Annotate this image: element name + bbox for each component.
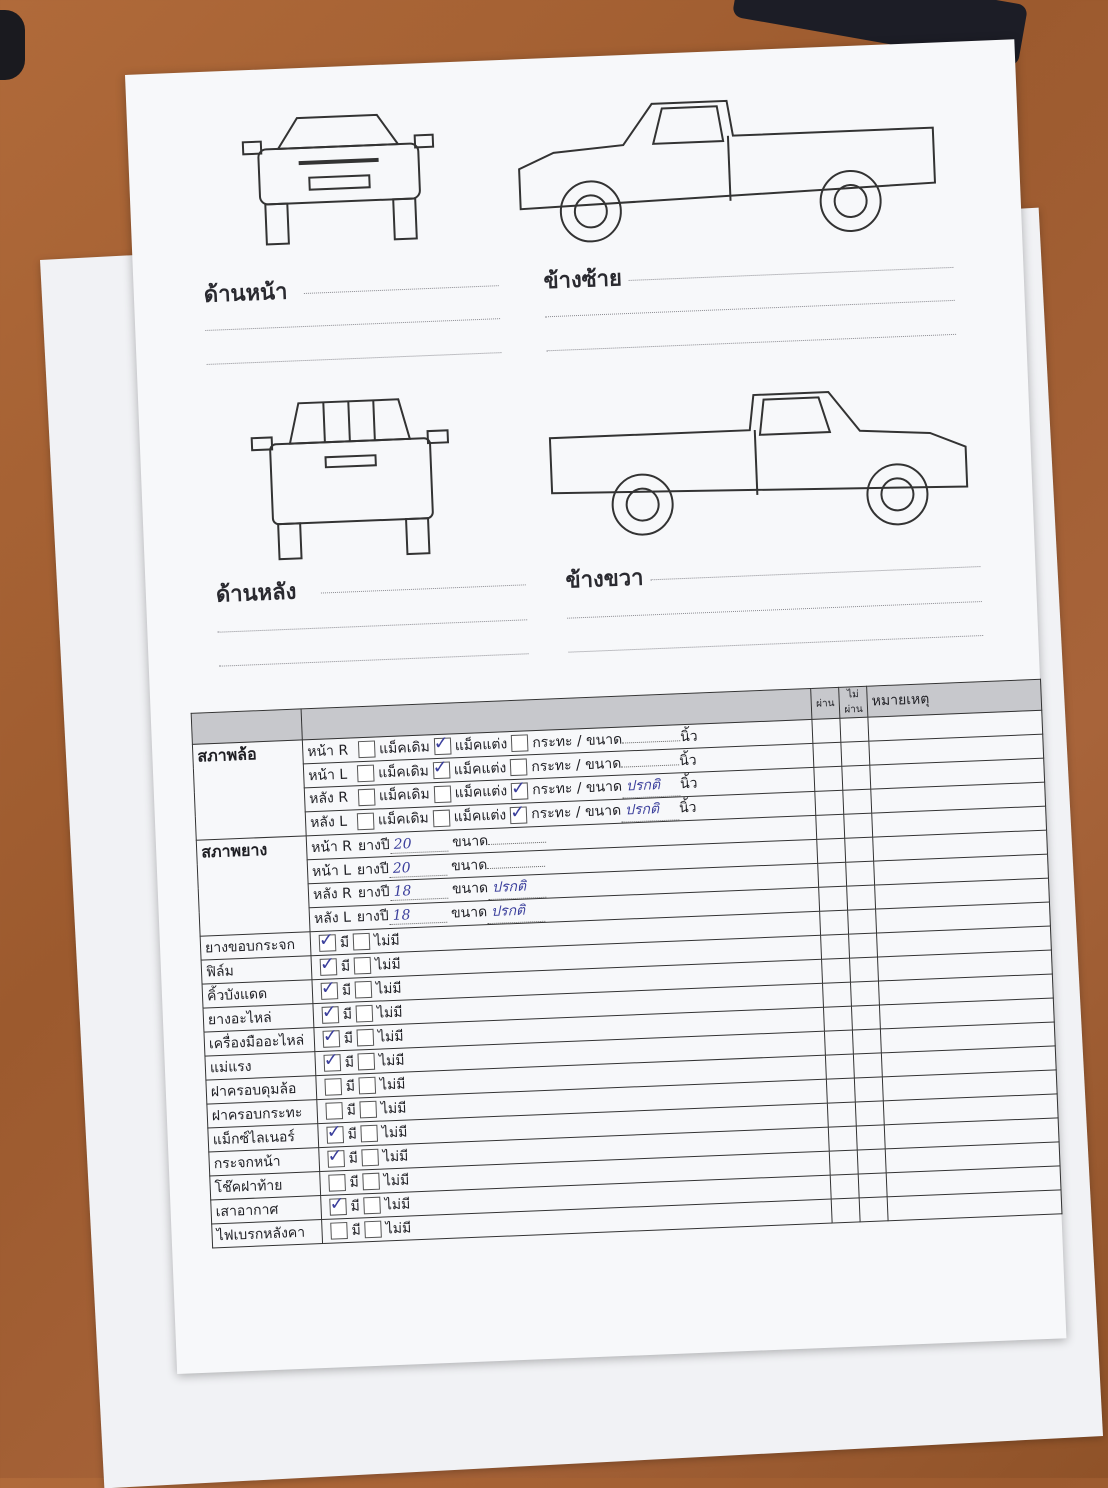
- steel-wheel-size-label: กระทะ / ขนาด: [531, 755, 622, 775]
- equipment-label: แม่แรง: [205, 1052, 316, 1080]
- fail-cell[interactable]: [856, 1125, 885, 1150]
- has-item-label: มี: [351, 1221, 362, 1239]
- equipment-label: ฟิล์ม: [201, 956, 312, 984]
- has-item-checkbox[interactable]: [322, 1006, 340, 1024]
- steel-wheel-checkbox[interactable]: [511, 782, 529, 800]
- tire-size-label: ขนาด: [451, 832, 489, 850]
- has-item-label: มี: [340, 958, 351, 975]
- wheel-size-value[interactable]: ปรกติ: [622, 773, 681, 798]
- original-mag-checkbox[interactable]: [357, 765, 375, 783]
- original-mag-label: แม็คเดิม: [377, 810, 430, 829]
- right-note-line[interactable]: [651, 566, 981, 580]
- original-mag-checkbox[interactable]: [357, 812, 375, 830]
- has-item-label: มี: [350, 1197, 361, 1215]
- fail-cell[interactable]: [846, 861, 875, 886]
- header-pass: ผ่าน: [811, 687, 840, 719]
- custom-mag-label: แม็คแต่ง: [454, 735, 508, 754]
- right-note-line[interactable]: [567, 601, 982, 619]
- has-item-checkbox[interactable]: [330, 1222, 348, 1240]
- custom-mag-checkbox[interactable]: [432, 762, 450, 780]
- custom-mag-checkbox[interactable]: [433, 737, 451, 755]
- pass-cell[interactable]: [828, 1126, 857, 1151]
- pass-cell[interactable]: [826, 1078, 855, 1103]
- fail-cell[interactable]: [850, 981, 879, 1006]
- has-item-label: มี: [341, 982, 352, 999]
- inspection-checklist-table: [191, 679, 1063, 1249]
- tire-size-label: ขนาด: [450, 856, 488, 875]
- no-item-label: ไม่มี: [376, 1004, 403, 1022]
- no-item-checkbox[interactable]: [357, 1029, 375, 1047]
- no-item-label: ไม่มี: [375, 980, 402, 998]
- no-item-label: ไม่มี: [378, 1052, 405, 1070]
- pass-cell[interactable]: [830, 1174, 859, 1199]
- has-item-label: มี: [344, 1054, 355, 1071]
- custom-mag-label: แม็คแต่ง: [453, 759, 507, 778]
- rear-view-label: ด้านหลัง: [215, 579, 297, 608]
- has-item-label: มี: [348, 1150, 359, 1167]
- pass-cell[interactable]: [820, 910, 849, 935]
- right-side-label: ข้างขวา: [565, 565, 645, 594]
- fail-cell[interactable]: [843, 789, 872, 814]
- equipment-section: [200, 902, 1062, 1248]
- no-item-checkbox[interactable]: [360, 1101, 378, 1119]
- pass-cell[interactable]: [827, 1102, 856, 1127]
- steel-wheel-size-label: กระทะ / ขนาด: [531, 731, 623, 751]
- pass-cell[interactable]: [823, 982, 852, 1007]
- header-fail: ไม่ผ่าน: [839, 686, 868, 718]
- tire-year-label: ยางปี: [357, 836, 391, 854]
- has-item-checkbox[interactable]: [327, 1150, 345, 1168]
- no-item-label: ไม่มี: [379, 1076, 406, 1094]
- pass-cell[interactable]: [817, 838, 846, 863]
- pass-cell[interactable]: [819, 886, 848, 911]
- has-item-label: มี: [342, 1006, 353, 1023]
- pass-cell[interactable]: [822, 958, 851, 983]
- no-item-checkbox[interactable]: [363, 1173, 381, 1191]
- equipment-label: กระจกหน้า: [209, 1148, 320, 1176]
- front-view-label: ด้านหน้า: [203, 279, 288, 309]
- no-item-label: ไม่มี: [380, 1100, 407, 1118]
- inch-unit-label: นิ้ว: [679, 775, 698, 793]
- wheel-size-value[interactable]: [621, 764, 679, 767]
- original-mag-label: แม็คเดิม: [377, 762, 430, 781]
- has-item-checkbox[interactable]: [323, 1030, 341, 1048]
- pass-cell[interactable]: [821, 934, 850, 959]
- has-item-checkbox[interactable]: [326, 1126, 344, 1144]
- equipment-label: เสาอากาศ: [211, 1196, 322, 1224]
- no-item-checkbox[interactable]: [358, 1053, 376, 1071]
- tire-year-value[interactable]: 20: [388, 858, 447, 877]
- has-item-checkbox[interactable]: [328, 1174, 346, 1192]
- has-item-label: มี: [343, 1030, 354, 1047]
- pass-cell[interactable]: [816, 814, 845, 839]
- has-item-label: มี: [349, 1174, 360, 1191]
- no-item-checkbox[interactable]: [364, 1221, 382, 1239]
- pass-cell[interactable]: [815, 790, 844, 815]
- tire-position-label: หน้า R: [310, 838, 353, 856]
- tire-section-title: สภาพยาง: [196, 836, 310, 936]
- fail-cell[interactable]: [849, 933, 878, 958]
- no-item-label: ไม่มี: [385, 1219, 412, 1237]
- fail-cell[interactable]: [858, 1173, 887, 1198]
- steel-wheel-checkbox[interactable]: [511, 734, 529, 752]
- tire-position-label: หน้า L: [311, 862, 352, 880]
- has-item-checkbox[interactable]: [324, 1078, 342, 1096]
- has-item-label: มี: [339, 934, 350, 951]
- has-item-checkbox[interactable]: [319, 934, 337, 952]
- rear-note-line[interactable]: [219, 653, 529, 666]
- pass-cell[interactable]: [825, 1054, 854, 1079]
- fail-cell[interactable]: [845, 837, 874, 862]
- steel-wheel-size-label: กระทะ / ขนาด: [531, 778, 623, 799]
- steel-wheel-size-label: กระทะ / ขนาด: [530, 802, 622, 823]
- no-item-checkbox[interactable]: [354, 957, 372, 975]
- fail-cell[interactable]: [853, 1053, 882, 1078]
- tire-size-value[interactable]: ปรกติ: [487, 899, 546, 924]
- no-item-checkbox[interactable]: [363, 1197, 381, 1215]
- pass-cell[interactable]: [814, 766, 843, 791]
- fail-cell[interactable]: [857, 1149, 886, 1174]
- equipment-label: โช๊คฝาท้าย: [210, 1172, 321, 1200]
- inch-unit-label: นิ้ว: [679, 728, 698, 745]
- steel-wheel-checkbox[interactable]: [510, 806, 528, 824]
- no-item-label: ไม่มี: [374, 956, 401, 974]
- fail-cell[interactable]: [851, 1005, 880, 1030]
- tire-position-label: หลัง L: [313, 909, 352, 928]
- equipment-label: ยางอะไหล่: [203, 1004, 314, 1032]
- has-item-checkbox[interactable]: [329, 1198, 347, 1216]
- pass-cell[interactable]: [813, 742, 842, 767]
- original-mag-label: แม็คเดิม: [378, 738, 431, 757]
- no-item-checkbox[interactable]: [361, 1125, 379, 1143]
- fail-cell[interactable]: [848, 909, 877, 934]
- truck-right-side-diagram: [538, 371, 974, 548]
- no-item-label: ไม่มี: [381, 1124, 408, 1142]
- equipment-label: ฝาครอบดุมล้อ: [206, 1076, 317, 1104]
- has-item-checkbox[interactable]: [321, 982, 339, 1000]
- has-item-label: มี: [346, 1102, 357, 1119]
- rear-note-line[interactable]: [217, 619, 527, 632]
- has-item-label: มี: [345, 1078, 356, 1095]
- tire-year-value[interactable]: 18: [389, 882, 448, 901]
- custom-mag-checkbox[interactable]: [433, 785, 451, 803]
- custom-mag-label: แม็คแต่ง: [454, 783, 508, 802]
- inch-unit-label: นิ้ว: [678, 799, 697, 817]
- no-item-label: ไม่มี: [382, 1148, 409, 1166]
- left-note-line[interactable]: [629, 267, 954, 281]
- pass-cell[interactable]: [831, 1198, 860, 1223]
- fail-cell[interactable]: [854, 1077, 883, 1102]
- pass-cell[interactable]: [823, 1006, 852, 1031]
- custom-mag-label: แม็คแต่ง: [453, 807, 507, 826]
- has-item-checkbox[interactable]: [323, 1054, 341, 1072]
- truck-rear-diagram: [248, 392, 454, 565]
- equipment-label: คิ้วบังแดด: [202, 980, 313, 1008]
- fail-cell[interactable]: [847, 885, 876, 910]
- equipment-label: ไฟเบรกหลังคา: [212, 1220, 323, 1248]
- fail-cell[interactable]: [859, 1197, 888, 1222]
- right-note-line[interactable]: [568, 635, 983, 653]
- has-item-checkbox[interactable]: [325, 1102, 343, 1120]
- left-note-line[interactable]: [545, 300, 955, 317]
- front-note-line[interactable]: [205, 318, 500, 331]
- no-item-label: ไม่มี: [377, 1028, 404, 1046]
- tire-year-value[interactable]: 20: [389, 834, 448, 853]
- no-item-label: ไม่มี: [384, 1195, 411, 1213]
- original-mag-checkbox[interactable]: [358, 741, 376, 759]
- tire-position-label: หลัง R: [312, 885, 353, 904]
- wheel-size-value[interactable]: ปรกติ: [621, 797, 680, 822]
- left-side-label: ข้างซ้าย: [543, 266, 623, 295]
- no-item-checkbox[interactable]: [353, 933, 371, 951]
- rear-note-line[interactable]: [321, 584, 526, 593]
- equipment-label: แม็กซ์ไลเนอร์: [208, 1124, 319, 1152]
- no-item-checkbox[interactable]: [359, 1077, 377, 1095]
- tire-size-value[interactable]: ปรกติ: [488, 875, 547, 900]
- dark-object-left: [0, 10, 25, 80]
- pass-cell[interactable]: [829, 1150, 858, 1175]
- no-item-label: ไม่มี: [383, 1171, 410, 1189]
- no-item-checkbox[interactable]: [362, 1149, 380, 1167]
- has-item-checkbox[interactable]: [320, 958, 338, 976]
- truck-left-side-diagram: [511, 82, 947, 249]
- no-item-checkbox[interactable]: [355, 981, 373, 999]
- wheel-position-label: หน้า L: [307, 766, 348, 784]
- fail-cell[interactable]: [844, 813, 873, 838]
- steel-wheel-checkbox[interactable]: [510, 758, 528, 776]
- fail-cell[interactable]: [855, 1101, 884, 1126]
- header-remark: หมายเหตุ: [867, 679, 1042, 717]
- truck-front-diagram: [237, 103, 442, 251]
- fail-cell[interactable]: [852, 1029, 881, 1054]
- wheel-size-value[interactable]: [622, 740, 680, 743]
- wheel-position-label: หลัง R: [308, 789, 349, 808]
- equipment-label: ยางขอบกระจก: [200, 932, 311, 960]
- tire-year-label: ยางปี: [357, 884, 390, 902]
- wheel-section-title: สภาพล้อ: [192, 740, 306, 840]
- original-mag-checkbox[interactable]: [358, 788, 376, 806]
- front-note-line[interactable]: [304, 285, 499, 294]
- pass-cell[interactable]: [818, 862, 847, 887]
- pass-cell[interactable]: [812, 718, 841, 743]
- equipment-label: ฝาครอบกระทะ: [207, 1100, 318, 1128]
- has-item-label: มี: [347, 1126, 358, 1143]
- pass-cell[interactable]: [824, 1030, 853, 1055]
- front-note-line[interactable]: [207, 352, 502, 365]
- fail-cell[interactable]: [850, 957, 879, 982]
- tire-year-value[interactable]: 18: [388, 906, 447, 925]
- original-mag-label: แม็คเดิม: [378, 786, 430, 805]
- tire-size-label: ขนาด: [451, 880, 489, 898]
- tire-size-label: ขนาด: [450, 904, 488, 922]
- fail-cell[interactable]: [841, 741, 870, 766]
- tire-size-value[interactable]: [487, 865, 545, 868]
- wheel-position-label: หลัง L: [309, 813, 348, 832]
- fail-cell[interactable]: [842, 765, 871, 790]
- left-note-line[interactable]: [546, 334, 956, 351]
- fail-cell[interactable]: [840, 717, 869, 742]
- inch-unit-label: นิ้ว: [678, 752, 697, 769]
- equipment-label: เครื่องมืออะไหล่: [204, 1028, 315, 1056]
- wheel-position-label: หน้า R: [306, 742, 349, 760]
- custom-mag-checkbox[interactable]: [432, 809, 450, 827]
- tire-size-value[interactable]: [488, 841, 546, 844]
- no-item-checkbox[interactable]: [356, 1005, 374, 1023]
- header-category-cell: [191, 709, 302, 744]
- no-item-label: ไม่มี: [373, 932, 400, 950]
- tire-year-label: ยางปี: [356, 908, 389, 926]
- tire-year-label: ยางปี: [356, 860, 390, 878]
- inspection-form-sheet: [125, 39, 1066, 1374]
